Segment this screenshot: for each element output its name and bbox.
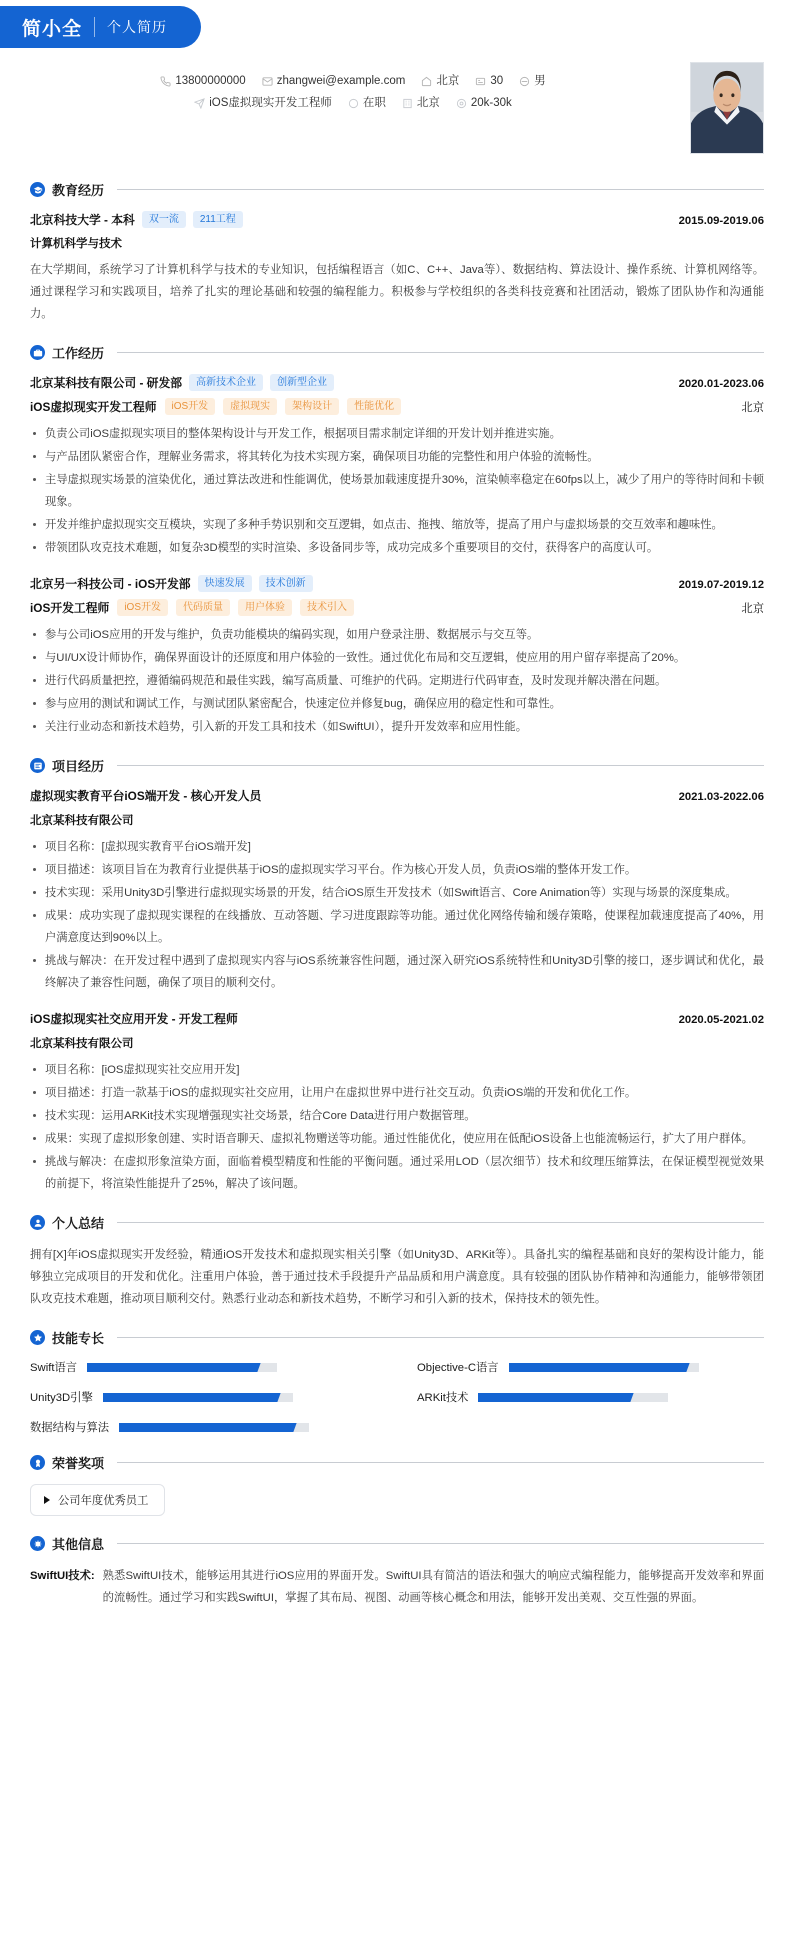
contact-position <box>194 92 332 114</box>
section-heading-education <box>30 180 764 199</box>
skill-tag: 代码质量 <box>176 599 230 616</box>
play-triangle-icon <box>44 1496 50 1504</box>
candidate-name: 简小全 <box>22 18 83 40</box>
section-rule <box>117 1543 764 1544</box>
phone-icon <box>160 76 171 87</box>
id-card-icon <box>475 76 486 87</box>
header-banner-wrap <box>0 0 794 48</box>
project-entry-header <box>30 787 764 804</box>
school-tag: 双一流 <box>142 211 186 228</box>
list-item: 参与应用的测试和调试工作，与测试团队紧密配合，快速定位并修复bug，确保应用的稳定性和可靠性。 <box>30 693 764 715</box>
list-item: 开发并维护虚拟现实交互模块，实现了多种手势识别和交互逻辑，如点击、拖拽、缩放等，提高了用户与虚拟场景的交互效率和趣味性。 <box>30 514 764 536</box>
school-name: 北京科技大学 - 本科 <box>30 213 135 227</box>
list-item: 负责公司iOS虚拟现实项目的整体架构设计与开发工作，根据项目需求制定详细的开发计划并推进实施。 <box>30 423 764 445</box>
contact-phone <box>160 70 245 92</box>
banner-divider <box>94 17 95 37</box>
section-rule <box>117 1462 764 1463</box>
work-bullets <box>30 423 764 559</box>
company-name: 北京另一科技公司 - iOS开发部 <box>30 577 191 592</box>
project-icon <box>30 758 45 773</box>
list-item: 参与公司iOS应用的开发与维护，负责功能模块的编码实现，如用户登录注册、数据展示与交互等。 <box>30 624 764 646</box>
contact-status-value: 在职 <box>362 97 386 109</box>
gender-icon <box>519 76 530 87</box>
contact-hometown-value: 北京 <box>436 75 460 87</box>
list-item: 挑战与解决：在虚拟形象渲染方面，面临着模型精度和性能的平衡问题。通过采用LOD（层次细节）技术和纹理压缩算法，在保证模型视觉效果的前提下，将渲染性能提升了25%，解决了该问题。 <box>30 1151 764 1195</box>
project-date: 2021.03-2022.06 <box>678 791 764 804</box>
section-rule <box>117 189 764 190</box>
skill-item <box>417 1389 764 1405</box>
other-info-item <box>30 1565 764 1609</box>
company-name: 北京某科技有限公司 - 研发部 <box>30 376 183 391</box>
work-icon <box>30 345 45 360</box>
education-description: 在大学期间，系统学习了计算机科学与技术的专业知识，包括编程语言（如C、C++、Java等）、数据结构、算法设计、操作系统、计算机网络等。通过课程学习和实践项目，培养了扎实的理论基础和较强的编程能力。积极参与学校组织的各类科技竞赛和社团活动，锻炼了团队协作和沟通能力。 <box>30 264 764 321</box>
honor-item[interactable] <box>30 1484 165 1516</box>
contact-gender-value: 男 <box>534 75 546 87</box>
work-location: 北京 <box>741 401 764 414</box>
list-item: 与产品团队紧密合作，理解业务需求，将其转化为技术实现方案，确保项目功能的完整性和用户体验的流畅性。 <box>30 446 764 468</box>
section-title-summary: 个人总结 <box>52 1216 105 1232</box>
contact-photo-area <box>0 48 794 162</box>
list-item: 技术实现：运用ARKit技术实现增强现实社交场景，结合Core Data进行用户数据管理。 <box>30 1105 764 1127</box>
salary-icon <box>456 98 467 109</box>
work-date: 2020.01-2023.06 <box>678 378 764 391</box>
work-location: 北京 <box>741 602 764 615</box>
education-entry-header <box>30 211 764 228</box>
work-entry-left <box>30 374 334 391</box>
skill-progress-fill <box>509 1363 684 1372</box>
other-info-text: 熟悉SwiftUI技术，能够运用其进行iOS应用的界面开发。SwiftUI具有简洁的语法和强大的响应式编程能力，能够提高开发效率和界面的流畅性。通过学习和实践SwiftUI，掌握了其布局、视图、动画等核心概念和用法，能够开发出美观、交互性强的界面。 <box>102 1570 764 1605</box>
contact-gender <box>519 70 546 92</box>
work-entry <box>30 374 764 559</box>
company-tag: 技术创新 <box>259 575 313 592</box>
project-title: iOS虚拟现实社交应用开发 - 开发工程师 <box>30 1012 238 1027</box>
section-summary <box>0 1213 794 1310</box>
work-role-left <box>30 398 401 415</box>
skill-tag: 性能优化 <box>347 398 401 415</box>
company-tag: 高新技术企业 <box>189 374 263 391</box>
project-bullets <box>30 1059 764 1195</box>
banner-subtitle: 个人简历 <box>107 19 168 35</box>
skill-label: 数据结构与算法 <box>30 1422 110 1435</box>
list-item: 项目名称：[虚拟现实教育平台iOS端开发] <box>30 836 764 858</box>
contact-position-value: iOS虚拟现实开发工程师 <box>209 97 332 109</box>
skill-tag: 虚拟现实 <box>223 398 277 415</box>
skill-progress-fill <box>103 1393 274 1402</box>
education-entry <box>30 211 764 325</box>
section-project <box>0 756 794 1195</box>
education-entry-left <box>30 211 243 228</box>
section-education <box>0 180 794 325</box>
list-item: 项目描述：该项目旨在为教育行业提供基于iOS的虚拟现实学习平台。作为核心开发人员，负责iOS端的整体开发工作。 <box>30 859 764 881</box>
contact-info <box>30 62 690 114</box>
honor-icon <box>30 1455 45 1470</box>
work-entry-left <box>30 575 313 592</box>
skill-progress-fill <box>119 1423 290 1432</box>
section-rule <box>117 1337 764 1338</box>
project-date: 2020.05-2021.02 <box>678 1014 764 1027</box>
name-banner <box>0 6 201 48</box>
work-role-row <box>30 599 764 616</box>
list-item: 挑战与解决：在开发过程中遇到了虚拟现实内容与iOS系统兼容性问题，通过深入研究iOS系统特性和Unity3D引擎的接口，逐步调试和优化，最终解决了兼容性问题，确保了项目的顺利交付。 <box>30 950 764 994</box>
other-icon <box>30 1536 45 1551</box>
avatar <box>690 62 764 154</box>
skill-progress-bar <box>119 1423 309 1432</box>
building-icon <box>402 98 413 109</box>
skill-item <box>30 1359 377 1375</box>
work-date: 2019.07-2019.12 <box>678 579 764 592</box>
contact-salary <box>456 92 512 114</box>
skill-label: Unity3D引擎 <box>30 1392 93 1405</box>
contact-work-city-value: 北京 <box>416 97 440 109</box>
skill-label: Swift语言 <box>30 1362 78 1375</box>
person-icon <box>30 1215 45 1230</box>
skill-tag: 用户体验 <box>238 599 292 616</box>
section-rule <box>117 352 764 353</box>
job-title: iOS开发工程师 <box>30 601 110 616</box>
skill-progress-fill <box>87 1363 254 1372</box>
work-bullets <box>30 624 764 738</box>
list-item: 项目描述：打造一款基于iOS的虚拟现实社交应用，让用户在虚拟世界中进行社交互动。负责iOS端的开发和优化工作。 <box>30 1082 764 1104</box>
contact-phone-value: 13800000000 <box>175 75 246 87</box>
work-entry-header <box>30 374 764 391</box>
skill-tag: iOS开发 <box>117 599 168 616</box>
list-item: 关注行业动态和新技术趋势，引入新的开发工具和技术（如SwiftUI），提升开发效率和应用性能。 <box>30 716 764 738</box>
skill-tag: iOS开发 <box>165 398 216 415</box>
contact-email <box>262 70 406 92</box>
project-entry-header <box>30 1010 764 1027</box>
section-title-other: 其他信息 <box>52 1537 105 1553</box>
work-role-row <box>30 398 764 415</box>
list-item: 主导虚拟现实场景的渲染优化，通过算法改进和性能调优，使场景加载速度提升30%，渲染帧率稳定在60fps以上，减少了用户的等待时间和卡顿现象。 <box>30 469 764 513</box>
section-honors <box>0 1453 794 1516</box>
skill-progress-bar <box>87 1363 277 1372</box>
work-role-left <box>30 599 354 616</box>
section-title-honors: 荣誉奖项 <box>52 1456 105 1472</box>
work-entry-header <box>30 575 764 592</box>
education-icon <box>30 182 45 197</box>
education-date: 2015.09-2019.06 <box>678 215 764 227</box>
skill-progress-bar <box>103 1393 293 1402</box>
section-other <box>0 1534 794 1609</box>
home-icon <box>421 76 432 87</box>
contact-age <box>475 70 503 92</box>
list-item: 与UI/UX设计师协作，确保界面设计的还原度和用户体验的一致性。通过优化布局和交互逻辑，使应用的用户留存率提高了20%。 <box>30 647 764 669</box>
project-company: 北京某科技有限公司 <box>30 1038 134 1051</box>
education-major: 计算机科学与技术 <box>30 238 122 250</box>
section-heading-skills <box>30 1328 764 1347</box>
list-item: 项目名称：[iOS虚拟现实社交应用开发] <box>30 1059 764 1081</box>
skill-icon <box>30 1330 45 1345</box>
skill-item <box>30 1389 377 1405</box>
work-entry <box>30 575 764 738</box>
company-tag: 创新型企业 <box>270 374 334 391</box>
list-item: 成果：成功实现了虚拟现实课程的在线播放、互动答题、学习进度跟踪等功能。通过优化网络传输和缓存策略，使课程加载速度提高了40%，用户满意度达到90%以上。 <box>30 905 764 949</box>
section-heading-work <box>30 343 764 362</box>
project-bullets <box>30 836 764 994</box>
list-item: 技术实现：采用Unity3D引擎进行虚拟现实场景的开发，结合iOS原生开发技术（如Swift语言、Core Animation等）实现与场景的深度集成。 <box>30 882 764 904</box>
list-item: 带领团队攻克技术难题，如复杂3D模型的实时渲染、多设备同步等，成功完成多个重要项目的交付，获得客户的高度认可。 <box>30 537 764 559</box>
other-info-label: SwiftUI技术: <box>30 1570 95 1583</box>
project-title: 虚拟现实教育平台iOS端开发 - 核心开发人员 <box>30 789 262 804</box>
section-title-skills: 技能专长 <box>52 1331 105 1347</box>
status-icon <box>348 98 359 109</box>
job-title: iOS虚拟现实开发工程师 <box>30 400 157 415</box>
section-rule <box>117 1222 764 1223</box>
skill-progress-fill <box>478 1393 626 1402</box>
skill-progress-bar <box>478 1393 668 1402</box>
project-entry <box>30 787 764 994</box>
contact-work-city <box>402 92 440 114</box>
school-tag: 211工程 <box>193 211 243 228</box>
skill-tag: 技术引入 <box>300 599 354 616</box>
project-entry <box>30 1010 764 1195</box>
company-tag: 快速发展 <box>198 575 252 592</box>
contact-salary-value: 20k-30k <box>470 97 512 109</box>
list-item: 成果：实现了虚拟形象创建、实时语音聊天、虚拟礼物赠送等功能。通过性能优化，使应用在低配iOS设备上也能流畅运行，扩大了用户群体。 <box>30 1128 764 1150</box>
mail-icon <box>262 76 273 87</box>
honor-label: 公司年度优秀员工 <box>58 1495 149 1508</box>
project-company: 北京某科技有限公司 <box>30 815 134 828</box>
contact-status <box>348 92 386 114</box>
section-rule <box>117 765 764 766</box>
skill-item <box>30 1419 377 1435</box>
section-heading-summary <box>30 1213 764 1232</box>
skill-progress-bar <box>509 1363 699 1372</box>
contact-row-2 <box>30 92 676 114</box>
list-item: 进行代码质量把控，遵循编码规范和最佳实践，编写高质量、可维护的代码。定期进行代码审查，及时发现并解决潜在问题。 <box>30 670 764 692</box>
contact-row-1 <box>30 70 676 92</box>
summary-text: 拥有[X]年iOS虚拟现实开发经验，精通iOS开发技术和虚拟现实相关引擎（如Unity3D、ARKit等）。具备扎实的编程基础和良好的架构设计能力，能够独立完成项目的开发和优化。注重用户体验，善于通过技术手段提升产品品质和用户满意度。具有较强的团队协作精神和沟通能力，能够带领团队攻克技术难题，推动项目顺利交付。熟悉行业动态和新技术趋势，不断学习和引入新的技术，保持技术的领先性。 <box>30 1249 764 1306</box>
section-title-project: 项目经历 <box>52 759 105 775</box>
section-title-education: 教育经历 <box>52 183 105 198</box>
section-title-work: 工作经历 <box>52 346 105 362</box>
section-skills <box>0 1328 794 1435</box>
skill-tag: 架构设计 <box>285 398 339 415</box>
skill-label: ARKit技术 <box>417 1392 469 1405</box>
skills-grid <box>30 1359 764 1435</box>
contact-email-value: zhangwei@example.com <box>276 75 406 87</box>
send-icon <box>194 98 205 109</box>
section-work <box>0 343 794 738</box>
contact-age-value: 30 <box>490 75 504 87</box>
section-heading-project <box>30 756 764 775</box>
section-heading-other <box>30 1534 764 1553</box>
section-heading-honors <box>30 1453 764 1472</box>
skill-label: Objective-C语言 <box>417 1362 499 1375</box>
contact-hometown <box>421 70 459 92</box>
honor-list <box>30 1484 764 1516</box>
skill-item <box>417 1359 764 1375</box>
